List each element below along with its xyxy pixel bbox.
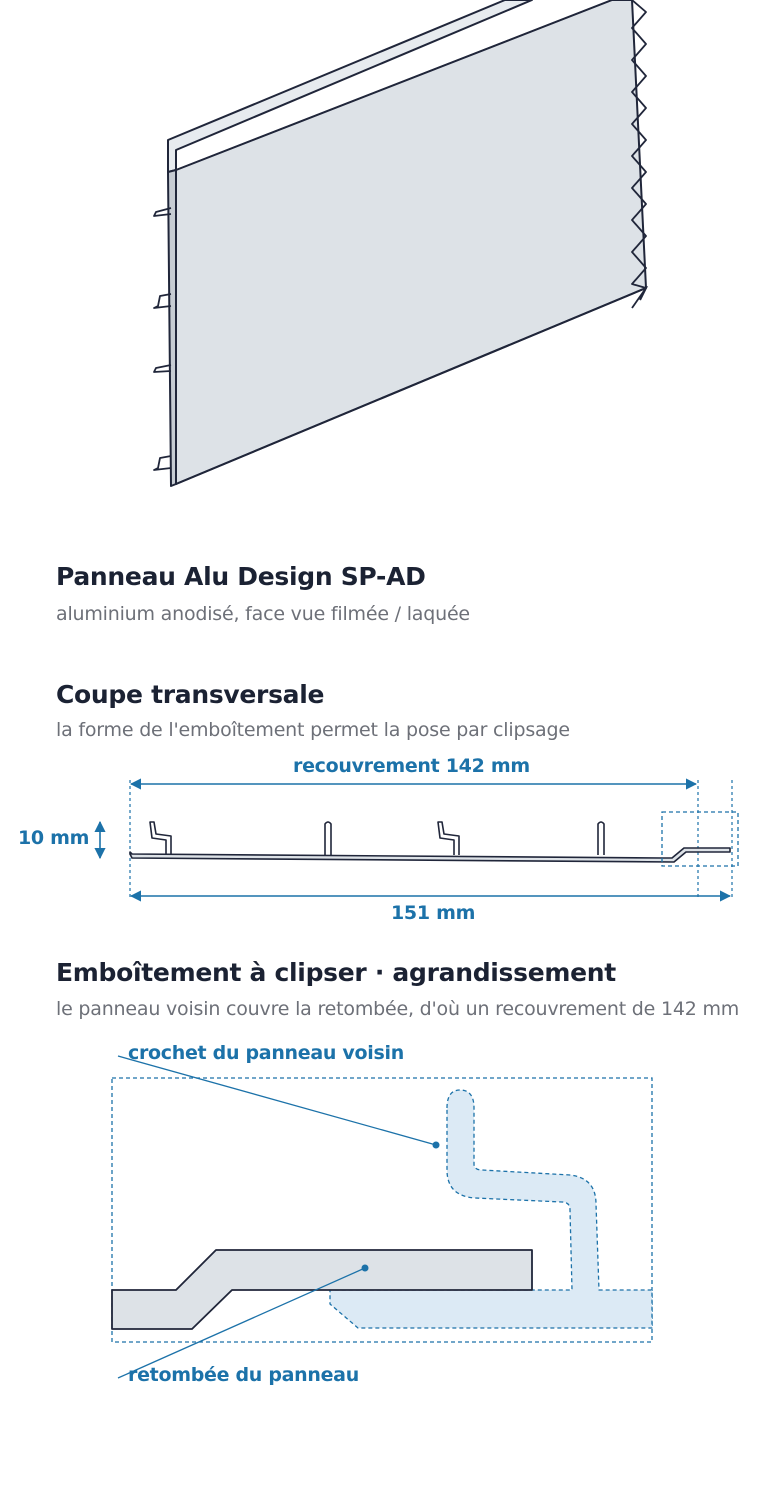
- section-title: Coupe transversale: [56, 680, 325, 709]
- overlap-label: recouvrement 142 mm: [293, 755, 530, 777]
- detail-title: Emboîtement à clipser · agrandissement: [56, 958, 616, 987]
- detail-drawing: [0, 1030, 780, 1410]
- section-subtitle: la forme de l'emboîtement permet la pose par clipsage: [56, 719, 570, 741]
- drop-label: retombée du panneau: [128, 1364, 359, 1386]
- neighbor-hook: [330, 1090, 652, 1328]
- panel-profile: [130, 848, 730, 862]
- height-label: 10 mm: [18, 827, 90, 849]
- hook-dot: [433, 1142, 440, 1149]
- drop-dot: [362, 1265, 369, 1272]
- panel-left-edge: [168, 170, 176, 486]
- width-label: 151 mm: [391, 902, 476, 924]
- panel-face: [176, 0, 646, 484]
- product-title: Panneau Alu Design SP-AD: [56, 562, 426, 591]
- hook-label: crochet du panneau voisin: [128, 1042, 404, 1064]
- detail-subtitle: le panneau voisin couvre la retombée, d'où un recouvrement de 142 mm: [56, 998, 740, 1020]
- product-subtitle: aluminium anodisé, face vue filmée / laquée: [56, 603, 470, 625]
- hook-leader: [118, 1056, 436, 1145]
- panel-3d-illustration: [0, 0, 780, 500]
